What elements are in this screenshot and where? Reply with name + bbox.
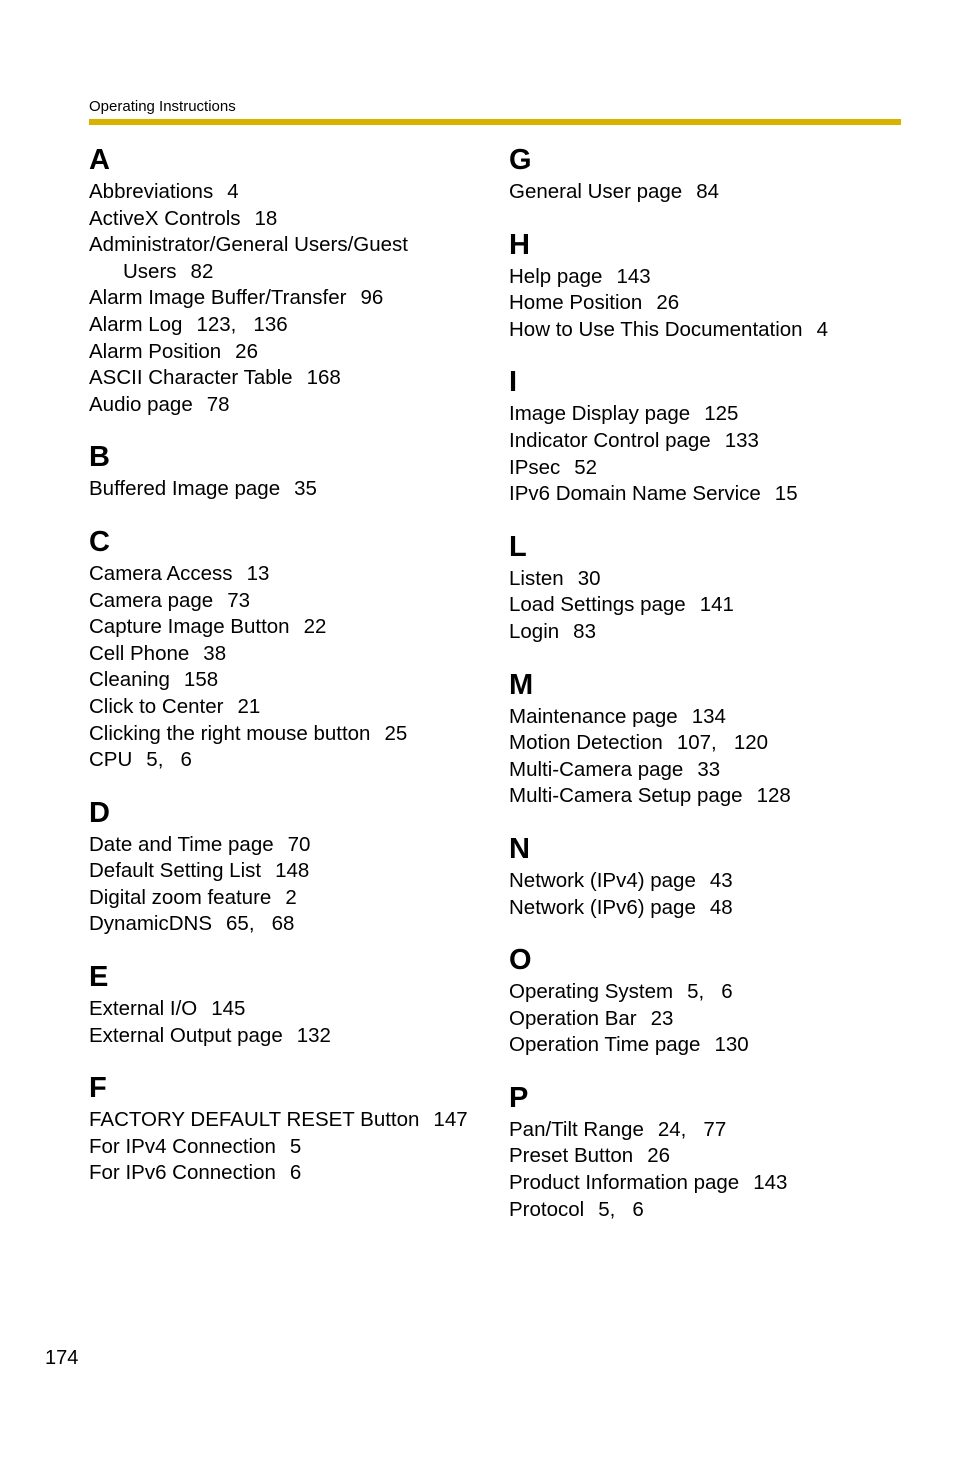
entry-page-refs: 13 bbox=[246, 561, 270, 585]
entry-term: Help page bbox=[509, 264, 603, 288]
index-entry bbox=[509, 730, 909, 757]
entry-page-refs: 78 bbox=[206, 392, 230, 416]
index-entry bbox=[509, 979, 909, 1006]
entry-term: IPsec bbox=[509, 455, 561, 479]
entry-term: Load Settings page bbox=[509, 593, 686, 617]
entry-term: Login bbox=[509, 619, 560, 643]
entry-page-refs: 70 bbox=[287, 832, 311, 856]
entry-term: Alarm Position bbox=[89, 339, 222, 363]
entry-page-refs: 5 bbox=[289, 1134, 302, 1158]
entry-term: Buffered Image page bbox=[89, 477, 281, 501]
index-entry bbox=[509, 868, 909, 895]
index-entry bbox=[89, 312, 489, 339]
entry-page-refs: 2 bbox=[285, 885, 297, 909]
index-entry bbox=[509, 1170, 909, 1197]
entry-term: DynamicDNS bbox=[89, 912, 213, 936]
index-section-e bbox=[89, 960, 489, 1049]
entry-page-refs: 84 bbox=[696, 180, 720, 203]
entry-term: General User page bbox=[509, 180, 683, 203]
index-entry bbox=[509, 1197, 909, 1224]
index-section-n bbox=[509, 832, 909, 921]
entry-page-refs: 148 bbox=[275, 859, 310, 883]
entry-page-refs: 130 bbox=[714, 1033, 749, 1057]
index-entry bbox=[89, 476, 489, 503]
index-entry bbox=[509, 179, 909, 206]
entry-term: Home Position bbox=[509, 291, 643, 315]
entry-term: Maintenance page bbox=[509, 704, 678, 728]
index-entry bbox=[509, 401, 909, 428]
index-entry bbox=[509, 1143, 909, 1170]
index-entry bbox=[89, 1134, 489, 1161]
entry-page-refs: 26 bbox=[235, 339, 258, 363]
index-section-g bbox=[509, 143, 909, 206]
entry-term: ActiveX Controls bbox=[89, 206, 241, 230]
index-entry bbox=[509, 264, 909, 291]
entry-term: For IPv4 Connection bbox=[89, 1134, 276, 1158]
entry-term: How to Use This Documentation bbox=[509, 317, 803, 341]
entry-term: Preset Button bbox=[509, 1144, 634, 1168]
entry-term: Indicator Control page bbox=[509, 428, 711, 452]
index-entry bbox=[509, 1117, 909, 1144]
entry-term: Camera Access bbox=[89, 561, 233, 585]
index-entry bbox=[89, 832, 489, 859]
index-entry bbox=[509, 619, 909, 646]
entry-page-refs: 143 bbox=[616, 264, 651, 288]
index-entry bbox=[509, 290, 909, 317]
entry-page-refs: 26 bbox=[647, 1144, 671, 1168]
entry-page-refs: 33 bbox=[697, 757, 721, 781]
entry-page-refs: 107, 120 bbox=[676, 731, 769, 755]
section-letter: D bbox=[89, 796, 110, 829]
index-entry bbox=[89, 179, 489, 206]
running-header: Operating Instructions bbox=[89, 98, 236, 115]
entry-term: ASCII Character Table bbox=[89, 366, 293, 390]
entry-page-refs: 5, 6 bbox=[598, 1197, 644, 1221]
entry-term: Cleaning bbox=[89, 668, 170, 692]
entry-term: Alarm Image Buffer/Transfer bbox=[89, 286, 347, 310]
entry-term: Click to Center bbox=[89, 694, 224, 718]
entry-page-refs: 145 bbox=[211, 997, 246, 1021]
entry-term: Digital zoom feature bbox=[89, 885, 272, 909]
index-entry bbox=[89, 885, 489, 912]
index-section-b bbox=[89, 440, 489, 503]
entry-page-refs: 4 bbox=[227, 180, 239, 203]
entry-page-refs: 83 bbox=[573, 619, 596, 643]
entry-page-refs: 141 bbox=[699, 593, 734, 617]
index-column-left bbox=[89, 143, 489, 1209]
section-letter: A bbox=[89, 144, 110, 176]
index-entry bbox=[89, 206, 489, 233]
entry-term: Capture Image Button bbox=[89, 615, 290, 639]
index-entry bbox=[89, 392, 489, 419]
entry-term: Network (IPv6) page bbox=[509, 895, 696, 919]
index-entry bbox=[509, 1006, 909, 1033]
entry-term: Date and Time page bbox=[89, 832, 274, 856]
entry-term: Product Information page bbox=[509, 1171, 740, 1195]
entry-term: Protocol bbox=[509, 1197, 585, 1221]
index-entry bbox=[89, 641, 489, 668]
index-entry bbox=[509, 895, 909, 922]
entry-page-refs: 52 bbox=[574, 455, 598, 479]
entry-term: Operation Bar bbox=[509, 1006, 637, 1030]
entry-term: Alarm Log bbox=[89, 312, 183, 336]
index-section-m bbox=[509, 668, 909, 810]
entry-page-refs: 65, 68 bbox=[226, 912, 295, 936]
index-entry bbox=[89, 561, 489, 588]
entry-page-refs: 15 bbox=[774, 482, 798, 506]
entry-page-refs: 6 bbox=[289, 1161, 302, 1185]
entry-page-refs: 158 bbox=[183, 668, 219, 692]
index-column-right bbox=[509, 143, 909, 1245]
index-entry bbox=[509, 704, 909, 731]
index-entry bbox=[89, 285, 489, 312]
index-entry bbox=[509, 566, 909, 593]
index-entry bbox=[509, 455, 909, 482]
entry-page-refs: 134 bbox=[691, 704, 726, 728]
entry-term: Image Display page bbox=[509, 402, 691, 426]
index-entry bbox=[509, 757, 909, 784]
section-letter: L bbox=[509, 530, 527, 563]
entry-term: External Output page bbox=[89, 1023, 283, 1047]
index-section-i bbox=[509, 365, 909, 507]
index-entry bbox=[89, 858, 489, 885]
index-entry bbox=[89, 614, 489, 641]
index-entry bbox=[509, 481, 909, 508]
entry-page-refs: 123, 136 bbox=[196, 312, 288, 336]
index-entry bbox=[509, 428, 909, 455]
index-entry bbox=[89, 911, 489, 938]
entry-page-refs: 24, 77 bbox=[657, 1117, 727, 1141]
entry-term: Network (IPv4) page bbox=[509, 868, 696, 892]
entry-page-refs: 22 bbox=[303, 615, 327, 639]
index-entry bbox=[89, 1160, 489, 1187]
entry-page-refs: 35 bbox=[294, 477, 317, 501]
entry-page-refs: 23 bbox=[650, 1006, 674, 1030]
section-letter: I bbox=[509, 366, 518, 399]
entry-term: Operation Time page bbox=[509, 1033, 701, 1057]
index-entry bbox=[89, 1023, 489, 1050]
entry-page-refs: 48 bbox=[709, 895, 733, 919]
entry-page-refs: 133 bbox=[724, 428, 759, 452]
entry-page-refs: 143 bbox=[753, 1171, 788, 1195]
entry-page-refs: 147 bbox=[433, 1108, 468, 1132]
section-letter: P bbox=[509, 1081, 529, 1114]
entry-page-refs: 21 bbox=[237, 694, 261, 718]
index-entry bbox=[89, 747, 489, 774]
entry-term: Multi-Camera page bbox=[509, 757, 684, 781]
index-entry bbox=[89, 588, 489, 615]
header-rule bbox=[89, 119, 901, 125]
index-entry bbox=[89, 667, 489, 694]
entry-page-refs: 168 bbox=[306, 366, 341, 390]
index-section-f bbox=[89, 1071, 489, 1187]
index-entry bbox=[509, 592, 909, 619]
index-entry bbox=[509, 1032, 909, 1059]
entry-term: FACTORY DEFAULT RESET Button bbox=[89, 1108, 420, 1132]
index-entry bbox=[89, 721, 489, 748]
entry-page-refs: 128 bbox=[756, 784, 791, 808]
entry-term: Administrator/General Users/Guest Users bbox=[89, 233, 409, 283]
index-section-c bbox=[89, 525, 489, 774]
entry-page-refs: 73 bbox=[227, 588, 251, 612]
section-letter: H bbox=[509, 228, 530, 261]
index-entry bbox=[509, 317, 909, 344]
section-letter: B bbox=[89, 441, 110, 474]
index-section-l bbox=[509, 530, 909, 646]
entry-term: Cell Phone bbox=[89, 641, 190, 665]
index-section-a bbox=[89, 143, 489, 418]
section-letter: C bbox=[89, 525, 110, 558]
index-entry bbox=[509, 783, 909, 810]
section-letter: N bbox=[509, 832, 530, 865]
section-letter: G bbox=[509, 144, 532, 176]
entry-term: Clicking the right mouse button bbox=[89, 721, 371, 745]
entry-term: CPU bbox=[89, 748, 133, 772]
entry-term: For IPv6 Connection bbox=[89, 1161, 276, 1185]
entry-term: Audio page bbox=[89, 392, 193, 416]
section-letter: O bbox=[509, 944, 532, 977]
entry-page-refs: 96 bbox=[360, 286, 384, 310]
entry-page-refs: 4 bbox=[816, 317, 828, 341]
index-entry bbox=[89, 1107, 489, 1134]
entry-term: Pan/Tilt Range bbox=[509, 1117, 644, 1141]
entry-page-refs: 5, 6 bbox=[687, 980, 733, 1004]
index-entry bbox=[89, 694, 489, 721]
entry-page-refs: 132 bbox=[296, 1023, 331, 1047]
entry-page-refs: 125 bbox=[704, 402, 739, 426]
page-number: 174 bbox=[45, 1347, 79, 1369]
index-entry bbox=[89, 365, 489, 392]
entry-page-refs: 18 bbox=[254, 206, 278, 230]
entry-term: Abbreviations bbox=[89, 180, 214, 203]
index-section-d bbox=[89, 796, 489, 938]
section-letter: F bbox=[89, 1072, 107, 1105]
index-section-o bbox=[509, 943, 909, 1059]
entry-term: IPv6 Domain Name Service bbox=[509, 482, 761, 506]
entry-term: Operating System bbox=[509, 980, 674, 1004]
entry-page-refs: 82 bbox=[190, 259, 214, 283]
entry-term: Multi-Camera Setup page bbox=[509, 784, 743, 808]
index-entry bbox=[89, 339, 489, 366]
entry-term: External I/O bbox=[89, 997, 198, 1021]
index-entry bbox=[89, 232, 489, 285]
index-section-p bbox=[509, 1081, 909, 1223]
entry-term: Camera page bbox=[89, 588, 214, 612]
index-entry bbox=[89, 996, 489, 1023]
entry-page-refs: 38 bbox=[203, 641, 227, 665]
entry-page-refs: 5, 6 bbox=[146, 748, 192, 772]
entry-term: Default Setting List bbox=[89, 859, 262, 883]
section-letter: M bbox=[509, 668, 534, 701]
entry-term: Listen bbox=[509, 566, 564, 590]
entry-page-refs: 26 bbox=[656, 291, 680, 315]
entry-page-refs: 43 bbox=[709, 868, 733, 892]
index-section-h bbox=[509, 228, 909, 344]
section-letter: E bbox=[89, 961, 109, 994]
entry-page-refs: 25 bbox=[384, 721, 408, 745]
entry-page-refs: 30 bbox=[577, 566, 601, 590]
entry-term: Motion Detection bbox=[509, 731, 663, 755]
